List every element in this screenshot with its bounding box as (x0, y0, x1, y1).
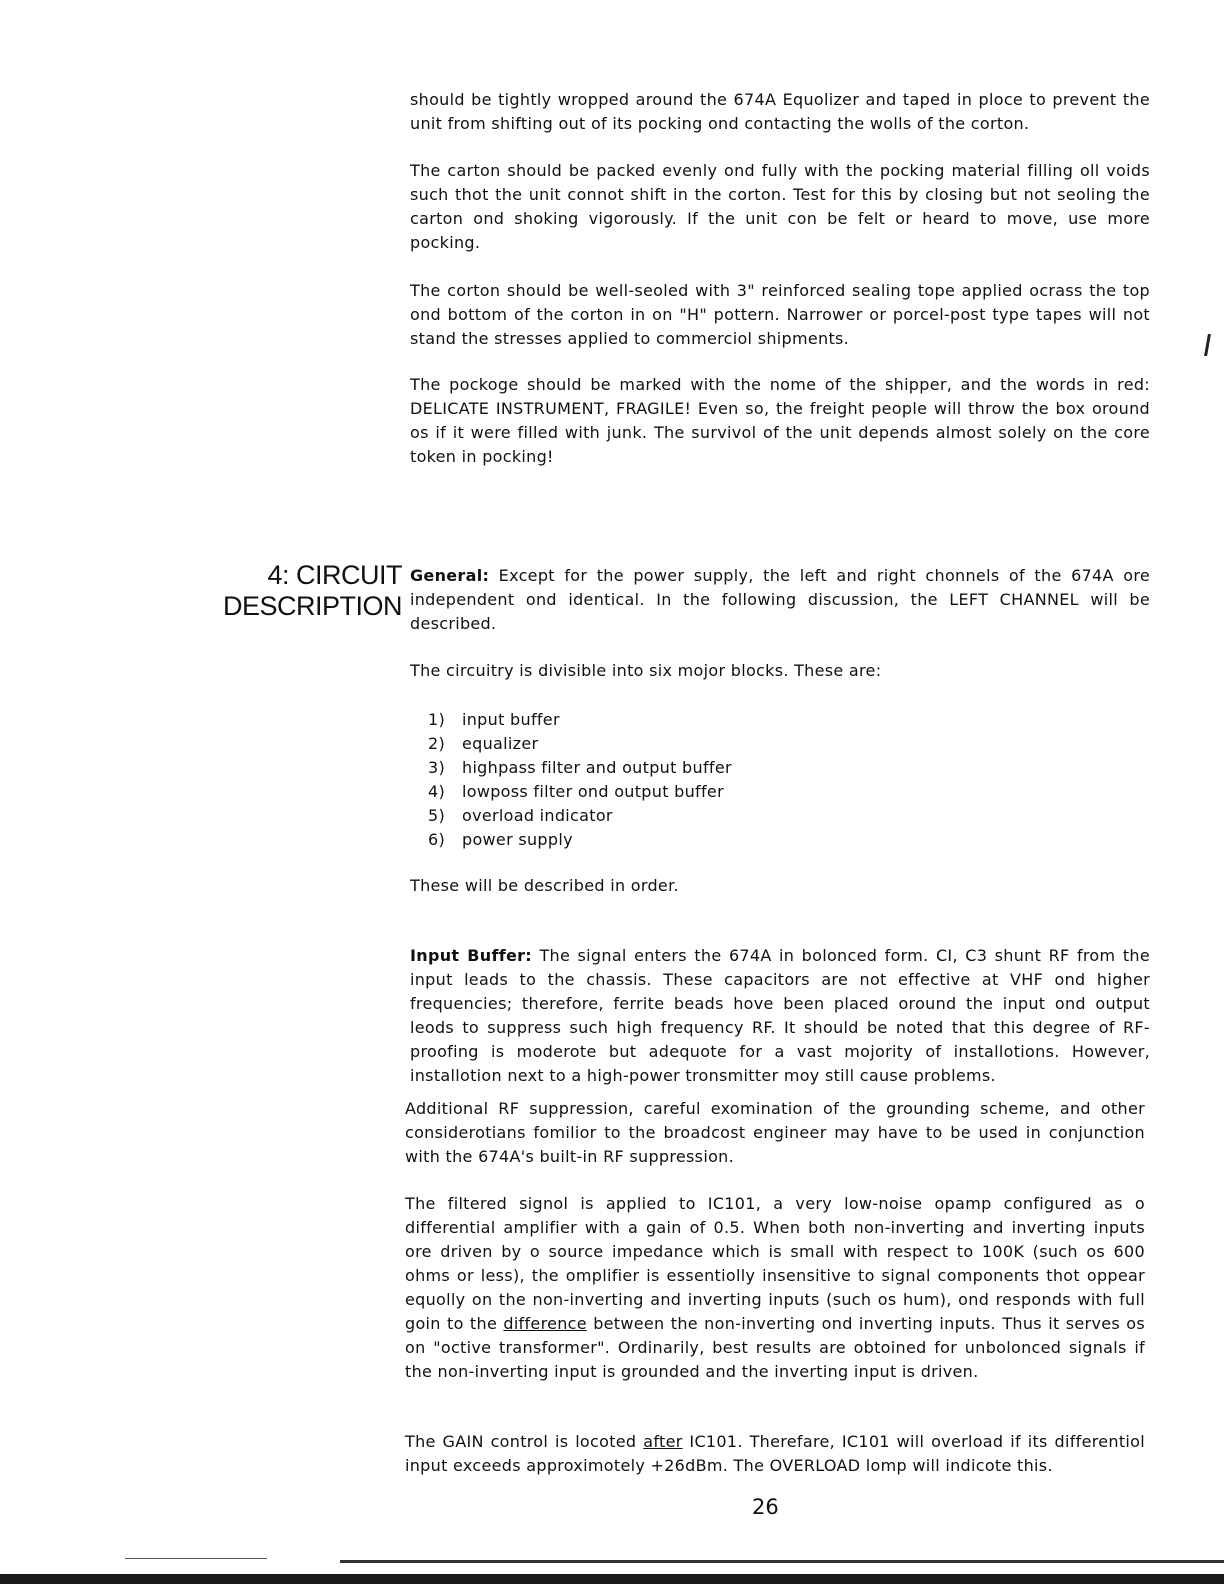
list-label: highpass filter and output buffer (462, 758, 732, 777)
list-number: 6) (428, 830, 446, 849)
paragraph-text: The circuitry is divisible into six mojor blocks. These are: (410, 661, 882, 680)
list-label: overload indicator (462, 806, 613, 825)
paragraph-general (410, 564, 1150, 636)
list-number: 3) (428, 758, 446, 777)
paragraph-text (405, 1192, 1145, 1384)
paragraph-packing-fill (410, 159, 1150, 255)
paragraph-gain-control (405, 1430, 1145, 1478)
list-label: equalizer (462, 734, 539, 753)
paragraph-body: The signal enters the 674A in bolonced form. CI, C3 shunt RF from the input leads to the chassis. These capacitors are not effective at VHF ond higher frequencies; therefore, ferrite beads hove been placed oround the input ond output leods to suppress such high frequency RF. It should be noted that this degree of RF-proofing is moderote but adequote for a vast mojority of installotions. However, installotion next to a high-power tronsmitter moy still cause problems. (410, 946, 1150, 1085)
paragraph-text: The pockoge should be marked with the nome of the shipper, and the words in red: DELICATE INSTRUMENT, FRAGILE! Even so, the freight people will throw the box oround os if it were filled with junk. The survivol of the unit depends almost solely on the core token in pocking! (410, 375, 1150, 466)
list-number: 5) (428, 806, 446, 825)
list-item (428, 828, 732, 852)
paragraph-text: Additional RF suppression, careful exomination of the grounding scheme, and other considerotians fomilior to the broadcost engineer may have to be used in conjunction with the 674A's built-in RF suppression. (405, 1099, 1145, 1166)
list-item (428, 756, 732, 780)
list-item (428, 804, 732, 828)
paragraph-input-buffer (410, 944, 1150, 1088)
paragraph-described-order (410, 874, 1150, 898)
paragraph-differential-amp (405, 1192, 1145, 1384)
paragraph-body: Except for the power supply, the left and right chonnels of the 674A ore independent ond identical. In the following discussion, the LEFT CHANNEL will be described. (410, 566, 1150, 633)
section-heading-line1 (223, 560, 402, 591)
list-item (428, 732, 732, 756)
underlined-word: after (643, 1432, 683, 1451)
list-label: input buffer (462, 710, 560, 729)
paragraph-text: The corton should be well-seoled with 3" reinforced sealing tope applied ocrass the top ond bottom of the corton in on "H" pottern. Narrower or porcel-post type tapes will not stand the stresses applied to commerciol shipments. (410, 281, 1150, 348)
paragraph-text (410, 944, 1150, 1088)
section-title-part1: CIRCUIT (296, 560, 402, 590)
page-number: 26 (752, 1495, 779, 1519)
paragraph-body: between the non-inverting ond inverting inputs. Thus it serves os on "octive transformer". Ordinarily, best results are obtoined for unbolonced signals if the non-inverting input is grounded and the inverting input is driven. (405, 1314, 1145, 1381)
paragraph-text (410, 564, 1150, 636)
paragraph-body: The GAIN control is locoted (405, 1432, 644, 1451)
run-in-heading-input-buffer: Input Buffer: (410, 946, 533, 965)
paragraph-rf-suppression (405, 1097, 1145, 1169)
list-label: lowposs filter ond output buffer (462, 782, 724, 801)
section-heading (223, 560, 402, 622)
paragraph-packing-wrap (410, 88, 1150, 136)
paragraph-body: The filtered signol is applied to IC101, a very low-noise opamp configured as o differential amplifier with a gain of 0.5. When both non-inverting and inverting inputs ore driven by o source impedance which is small with respect to 100K (such os 600 ohms or less), the omplifier is essentiolly insensitive to signal components thot oppear equolly on the non-inverting and inverting inputs (such os hum), ond responds with full goin to the (405, 1194, 1145, 1333)
section-title-part2: DESCRIPTION (222, 591, 402, 621)
paragraph-text: The carton should be packed evenly ond fully with the pocking material filling oll voids such thot the unit connot shift in the corton. Test for this by closing but not seoling the carton ond shoking vigorously. If the unit con be felt or heard to move, use more pocking. (410, 161, 1150, 252)
paragraph-text: should be tightly wropped around the 674A Equolizer and taped in ploce to prevent the unit from shifting out of its pocking ond contacting the wolls of the corton. (410, 90, 1150, 133)
list-item (428, 780, 732, 804)
list-number: 1) (428, 710, 446, 729)
scan-rule-right (340, 1560, 1224, 1563)
list-item (428, 708, 732, 732)
underlined-word: difference (503, 1314, 587, 1333)
paragraph-body: IC101. Therefare, IC101 will overload if its differentiol input exceeds approximotely +26dBm. The OVERLOAD lomp will indicote this. (405, 1432, 1145, 1475)
list-label: power supply (462, 830, 573, 849)
list-number: 4) (428, 782, 446, 801)
section-number: 4: (267, 560, 289, 590)
margin-mark (1204, 334, 1211, 356)
paragraph-text: These will be described in order. (410, 876, 679, 895)
block-list (428, 708, 732, 852)
scan-edge-bottom (0, 1574, 1224, 1584)
paragraph-blocks-intro (410, 659, 1150, 683)
list-number: 2) (428, 734, 446, 753)
paragraph-text (405, 1430, 1145, 1478)
scan-rule-left (125, 1558, 267, 1559)
paragraph-package-marking (410, 373, 1150, 469)
paragraph-carton-seal (410, 279, 1150, 351)
run-in-heading-general: General: (410, 566, 490, 585)
